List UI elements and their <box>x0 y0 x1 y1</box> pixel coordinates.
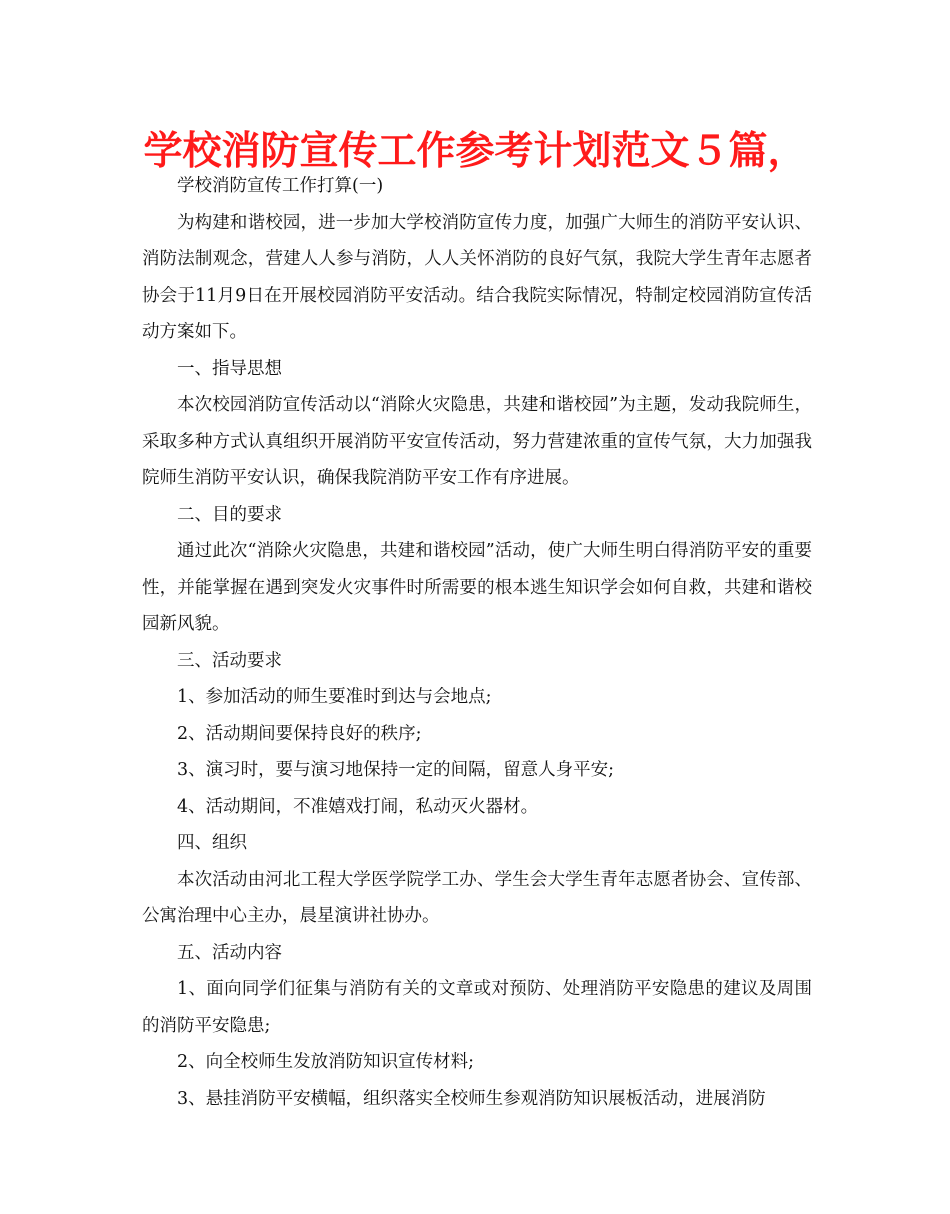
section-heading-activity-requirements: 三、活动要求 <box>177 650 282 671</box>
content-item: 3、悬挂消防平安横幅，组织落实全校师生参观消防知识展板活动，进展消防 <box>177 1088 766 1109</box>
section-heading-organization: 四、组织 <box>177 833 247 853</box>
organization-paragraph: 本次活动由河北工程大学医学院学工办、学生会大学生青年志愿者协会、宣传部、公寓治理中心主办，晨星演讲社协办。 <box>142 869 812 926</box>
content-item: 1、面向同学们征集与消防有关的文章或对预防、处理消防平安隐患的建议及周围的消防平安隐患; <box>142 979 812 1036</box>
requirement-item: 2、活动期间要保持良好的秩序; <box>177 723 422 744</box>
requirement-item: 1、参加活动的师生要准时到达与会地点; <box>177 687 492 707</box>
section-heading-guiding-idea: 一、指导思想 <box>177 358 282 379</box>
requirement-item: 3、演习时，要与演习地保持一定的间隔，留意人身平安; <box>177 760 615 780</box>
section-heading-purpose: 二、目的要求 <box>177 504 282 525</box>
document-title: 学校消防宣传工作参考计划范文５篇， <box>143 129 807 174</box>
section-heading-activity-content: 五、活动内容 <box>177 942 282 963</box>
guiding-idea-paragraph: 本次校园消防宣传活动以“消除火灾隐患，共建和谐校园”为主题，发动我院师生，采取多种方式认真组织开展消防平安宣传活动，努力营建浓重的宣传气氛，大力加强我院师生消防平安认识，确保我院消防平安工作有序进展。 <box>142 395 812 488</box>
content-item: 2、向全校师生发放消防知识宣传材料; <box>177 1052 475 1072</box>
document-body <box>142 168 812 1117</box>
purpose-paragraph: 通过此次“消除火灾隐患，共建和谐校园”活动，使广大师生明白得消防平安的重要性，并能掌握在遇到突发火灾事件时所需要的根本逃生知识学会如何自救，共建和谐校园新风貌。 <box>142 541 812 634</box>
intro-paragraph: 为构建和谐校园，进一步加大学校消防宣传力度，加强广大师生的消防平安认识、消防法制观念，营建人人参与消防，人人关怀消防的良好气氛，我院大学生青年志愿者协会于11月9日在开展校园消防平安活动。结合我院实际情况，特制定校园消防宣传活动方案如下。 <box>142 212 812 342</box>
requirement-item: 4、活动期间，不准嬉戏打闹，私动灭火器材。 <box>177 796 539 817</box>
section-subtitle: 学校消防宣传工作打算(一) <box>177 176 384 196</box>
